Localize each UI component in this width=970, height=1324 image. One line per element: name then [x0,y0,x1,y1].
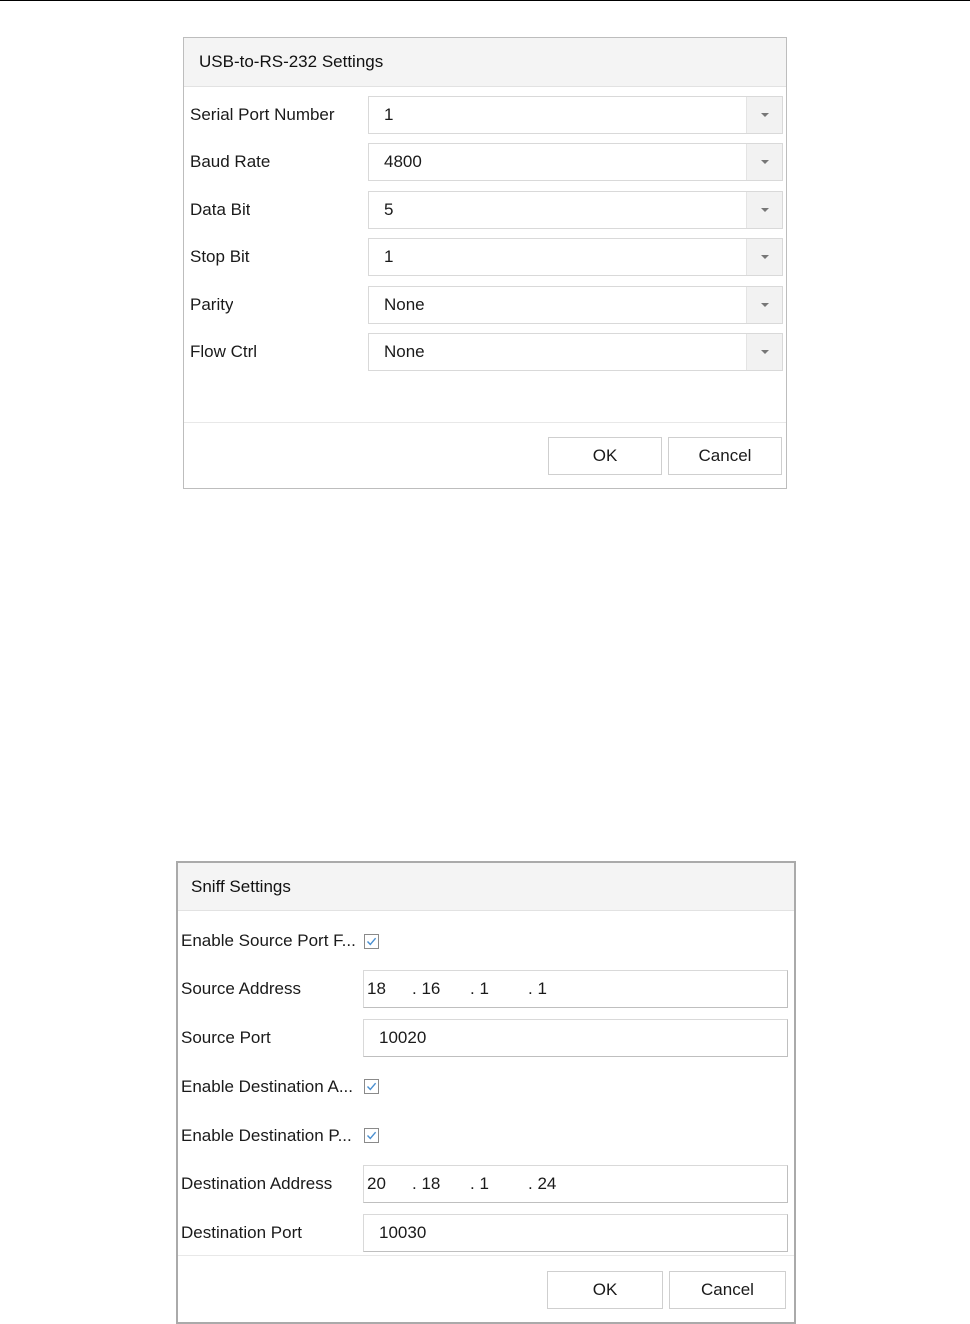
chevron-down-icon[interactable] [746,334,782,370]
dest-port-row [178,1214,794,1252]
stop-bit-value: 1 [384,247,394,266]
chevron-down-icon[interactable] [746,239,782,275]
page-top-rule [0,0,970,1]
flow-ctrl-value: None [384,342,425,361]
dialog-header [184,38,786,87]
flow-ctrl-label: Flow Ctrl [190,342,258,361]
flow-ctrl-select[interactable] [368,333,783,371]
checkmark-icon [366,1130,377,1141]
source-address-row [178,970,794,1008]
cancel-button[interactable]: Cancel [669,1271,786,1309]
enable-source-port-row [178,922,794,960]
source-address-input[interactable] [363,970,788,1008]
ip-octet-4[interactable]: . 24 [528,1174,557,1193]
ip-octet-3[interactable]: . 1 [470,979,489,998]
dialog-title: Sniff Settings [191,877,291,896]
source-address-label: Source Address [181,979,302,998]
ip-octet-1[interactable]: 18 [367,979,386,998]
chevron-down-icon[interactable] [746,192,782,228]
checkmark-icon [366,1081,377,1092]
dialog-title: USB-to-RS-232 Settings [199,52,384,71]
dialog-header [178,863,794,911]
data-bit-select[interactable] [368,191,783,229]
parity-select[interactable] [368,286,783,324]
data-bit-label: Data Bit [190,200,251,219]
serial-port-value: 1 [384,105,394,124]
source-port-label: Source Port [181,1028,271,1047]
dest-address-label: Destination Address [181,1174,333,1193]
footer-divider [184,422,786,423]
field-row-flow-ctrl [184,333,786,371]
sniff-settings-dialog [176,861,796,1324]
source-port-value: 10020 [379,1028,427,1047]
baud-rate-label: Baud Rate [190,152,271,171]
stop-bit-select[interactable] [368,238,783,276]
ip-octet-4[interactable]: . 1 [528,979,547,998]
baud-rate-value: 4800 [384,152,422,171]
field-row-data-bit [184,191,786,229]
field-row-baud-rate [184,143,786,181]
checkmark-icon [366,936,377,947]
dest-port-value: 10030 [379,1223,427,1242]
field-row-parity [184,286,786,324]
baud-rate-select[interactable] [368,143,783,181]
parity-label: Parity [190,295,234,314]
enable-dest-port-row [178,1117,794,1155]
ip-octet-2[interactable]: . 18 [412,1174,441,1193]
source-port-input[interactable] [363,1019,788,1057]
serial-port-label: Serial Port Number [190,105,335,124]
footer-divider [178,1255,794,1256]
ok-button[interactable]: OK [547,1271,663,1309]
dest-address-row [178,1165,794,1203]
enable-dest-address-checkbox[interactable] [364,1079,379,1094]
enable-dest-address-label: Enable Destination A... [181,1077,354,1096]
dest-port-input[interactable] [363,1214,788,1252]
enable-source-port-label: Enable Source Port F... [181,931,356,950]
chevron-down-icon[interactable] [746,287,782,323]
enable-dest-address-row [178,1068,794,1106]
chevron-down-icon[interactable] [746,97,782,133]
enable-dest-port-label: Enable Destination P... [181,1126,352,1145]
enable-dest-port-checkbox[interactable] [364,1128,379,1143]
enable-source-port-checkbox[interactable] [364,934,379,949]
parity-value: None [384,295,425,314]
usb-rs232-dialog [183,37,787,489]
chevron-down-icon[interactable] [746,144,782,180]
cancel-button[interactable]: Cancel [668,437,782,475]
ip-octet-3[interactable]: . 1 [470,1174,489,1193]
field-row-serial-port [184,96,786,134]
field-row-stop-bit [184,238,786,276]
ip-octet-1[interactable]: 20 [367,1174,386,1193]
dest-port-label: Destination Port [181,1223,302,1242]
serial-port-select[interactable] [368,96,783,134]
source-port-row [178,1019,794,1057]
ok-button[interactable]: OK [548,437,662,475]
ip-octet-2[interactable]: . 16 [412,979,441,998]
data-bit-value: 5 [384,200,394,219]
dest-address-input[interactable] [363,1165,788,1203]
stop-bit-label: Stop Bit [190,247,250,266]
